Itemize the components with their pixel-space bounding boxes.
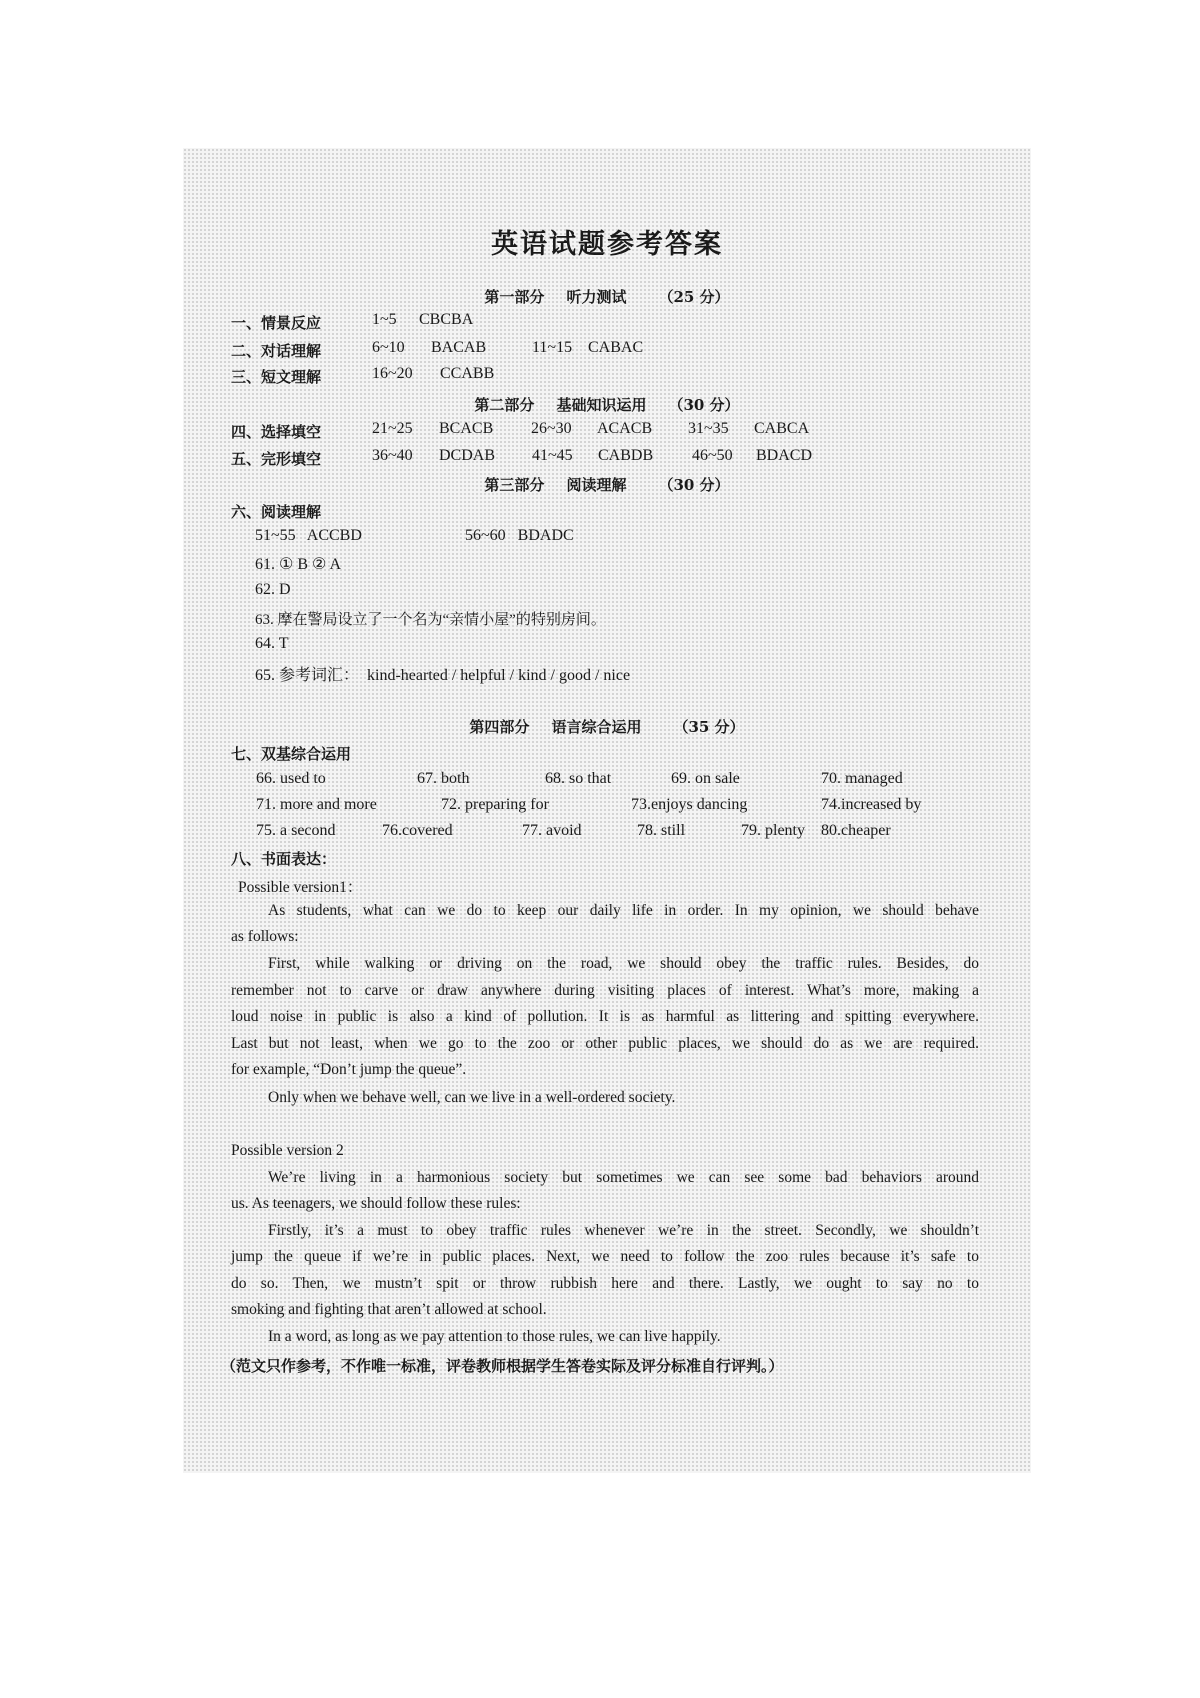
version2-heading: Possible version 2: [231, 1142, 344, 1159]
s5-range2: 41~45: [532, 447, 573, 464]
essay1-line: as follows:: [231, 928, 299, 945]
s7-answer-71: 71. more and more: [256, 796, 377, 813]
s5-range3: 46~50: [692, 447, 733, 464]
essay2-line: jump the queue if we’re in public places. Next, we need to follow the zoo rules because it’s safe to: [231, 1248, 979, 1265]
s6-line-56-60: 56~60 BDADC: [465, 527, 574, 544]
section7-label: 七、双基综合运用: [231, 745, 352, 763]
s2-answer1: BACAB: [431, 339, 487, 356]
part2-name: 第二部分: [474, 396, 535, 414]
section8-label: 八、书面表达：: [231, 850, 337, 868]
part3-heading: [183, 474, 1031, 495]
s4-range2: 26~30: [531, 420, 572, 437]
essay2-line: us. As teenagers, we should follow these rules:: [231, 1195, 521, 1212]
grading-note: （范文只作参考，不作唯一标准，评卷教师根据学生答卷实际及评分标准自行评判。）: [221, 1357, 784, 1375]
s7-answer-70: 70. managed: [821, 770, 903, 787]
s4-range1: 21~25: [372, 420, 413, 437]
s5-answer2: CABDB: [598, 447, 654, 464]
part3-score: （30 分）: [658, 476, 730, 494]
section6-label: 六、阅读理解: [231, 503, 322, 521]
part4-topic: 语言综合运用: [551, 718, 642, 736]
essay1-line: loud noise in public is also a kind of pollution. It is as harmful as littering and spitting everywhere.: [231, 1008, 979, 1025]
s6-line-65: 65. 参考词汇： kind-hearted / helpful / kind / good / nice: [255, 667, 631, 684]
essay1-line: Last but not least, when we go to the zoo or other public places, we should do as we are required.: [231, 1035, 979, 1052]
part3-name: 第三部分: [484, 476, 545, 494]
s7-answer-80: 80.cheaper: [821, 822, 891, 839]
s2-answer2: CABAC: [588, 339, 644, 356]
s4-answer1: BCACB: [439, 420, 494, 437]
essay1-line: First, while walking or driving on the road, we should obey the traffic rules. Besides, do: [268, 955, 979, 972]
essay2-line: do so. Then, we mustn’t spit or throw rubbish here and there. Lastly, we ought to say no to: [231, 1275, 979, 1292]
s7-answer-72: 72. preparing for: [441, 796, 549, 813]
s7-answer-75: 75. a second: [256, 822, 336, 839]
essay2-line: smoking and fighting that aren’t allowed at school.: [231, 1301, 547, 1318]
part1-topic: 听力测试: [566, 288, 627, 306]
essay2-line: Firstly, it’s a must to obey traffic rules whenever we’re in the street. Secondly, we shouldn’t: [268, 1222, 979, 1239]
part2-heading: [183, 394, 1031, 415]
s7-answer-78: 78. still: [637, 822, 686, 839]
s7-answer-68: 68. so that: [545, 770, 612, 787]
s6-line-61: 61. ① B ② A: [255, 556, 342, 573]
part1-name: 第一部分: [484, 288, 545, 306]
s3-range1: 16~20: [372, 365, 413, 382]
part2-topic: 基础知识运用: [556, 396, 647, 414]
part1-score: （25 分）: [658, 288, 730, 306]
s5-answer3: BDACD: [756, 447, 813, 464]
s5-answer1: DCDAB: [439, 447, 496, 464]
s6-line-63: 63. 摩在警局设立了一个名为“亲情小屋”的特别房间。: [255, 612, 606, 628]
s7-answer-77: 77. avoid: [522, 822, 582, 839]
essay1-line: for example, “Don’t jump the queue”.: [231, 1061, 467, 1078]
essay2-line: We’re living in a harmonious society but sometimes we can see some bad behaviors around: [268, 1169, 979, 1186]
s3-answer1: CCABB: [440, 365, 495, 382]
s2-range2: 11~15: [532, 339, 573, 356]
essay2-line: In a word, as long as we pay attention to those rules, we can live happily.: [268, 1328, 721, 1345]
section5-label: 五、完形填空: [231, 450, 322, 468]
s7-answer-76: 76.covered: [382, 822, 453, 839]
essay1-line: remember not to carve or draw anywhere during visiting places of interest. What’s more, making a: [231, 982, 979, 999]
essay1-line: Only when we behave well, can we live in a well-ordered society.: [268, 1089, 676, 1106]
s6-line-51-55: 51~55 ACCBD: [255, 527, 362, 544]
s7-answer-79: 79. plenty: [741, 822, 805, 839]
s5-range1: 36~40: [372, 447, 413, 464]
version1-heading: Possible version1：: [238, 879, 363, 896]
s6-line-62: 62. D: [255, 581, 291, 598]
essay1-line: As students, what can we do to keep our daily life in order. In my opinion, we should behave: [268, 902, 979, 919]
s6-line-64: 64. T: [255, 635, 289, 652]
s7-answer-66: 66. used to: [256, 770, 326, 787]
s7-answer-73: 73.enjoys dancing: [631, 796, 748, 813]
s1-answer1: CBCBA: [419, 311, 474, 328]
s7-answer-67: 67. both: [417, 770, 470, 787]
section4-label: 四、选择填空: [231, 423, 322, 441]
section3-label: 三、短文理解: [231, 368, 322, 386]
part1-heading: [183, 286, 1031, 307]
s4-range3: 31~35: [688, 420, 729, 437]
part2-score: （30 分）: [668, 396, 740, 414]
answer-sheet: [183, 148, 1031, 1473]
part4-name: 第四部分: [469, 718, 530, 736]
s7-answer-69: 69. on sale: [671, 770, 740, 787]
part4-heading: [183, 716, 1031, 737]
s4-answer2: ACACB: [597, 420, 653, 437]
page-title: 英语试题参考答案: [491, 229, 723, 260]
s4-answer3: CABCA: [754, 420, 810, 437]
part4-score: （35 分）: [673, 718, 745, 736]
part3-topic: 阅读理解: [566, 476, 627, 494]
section1-label: 一、情景反应: [231, 314, 322, 332]
s2-range1: 6~10: [372, 339, 405, 356]
s1-range1: 1~5: [372, 311, 397, 328]
s7-answer-74: 74.increased by: [821, 796, 922, 813]
section2-label: 二、对话理解: [231, 342, 322, 360]
